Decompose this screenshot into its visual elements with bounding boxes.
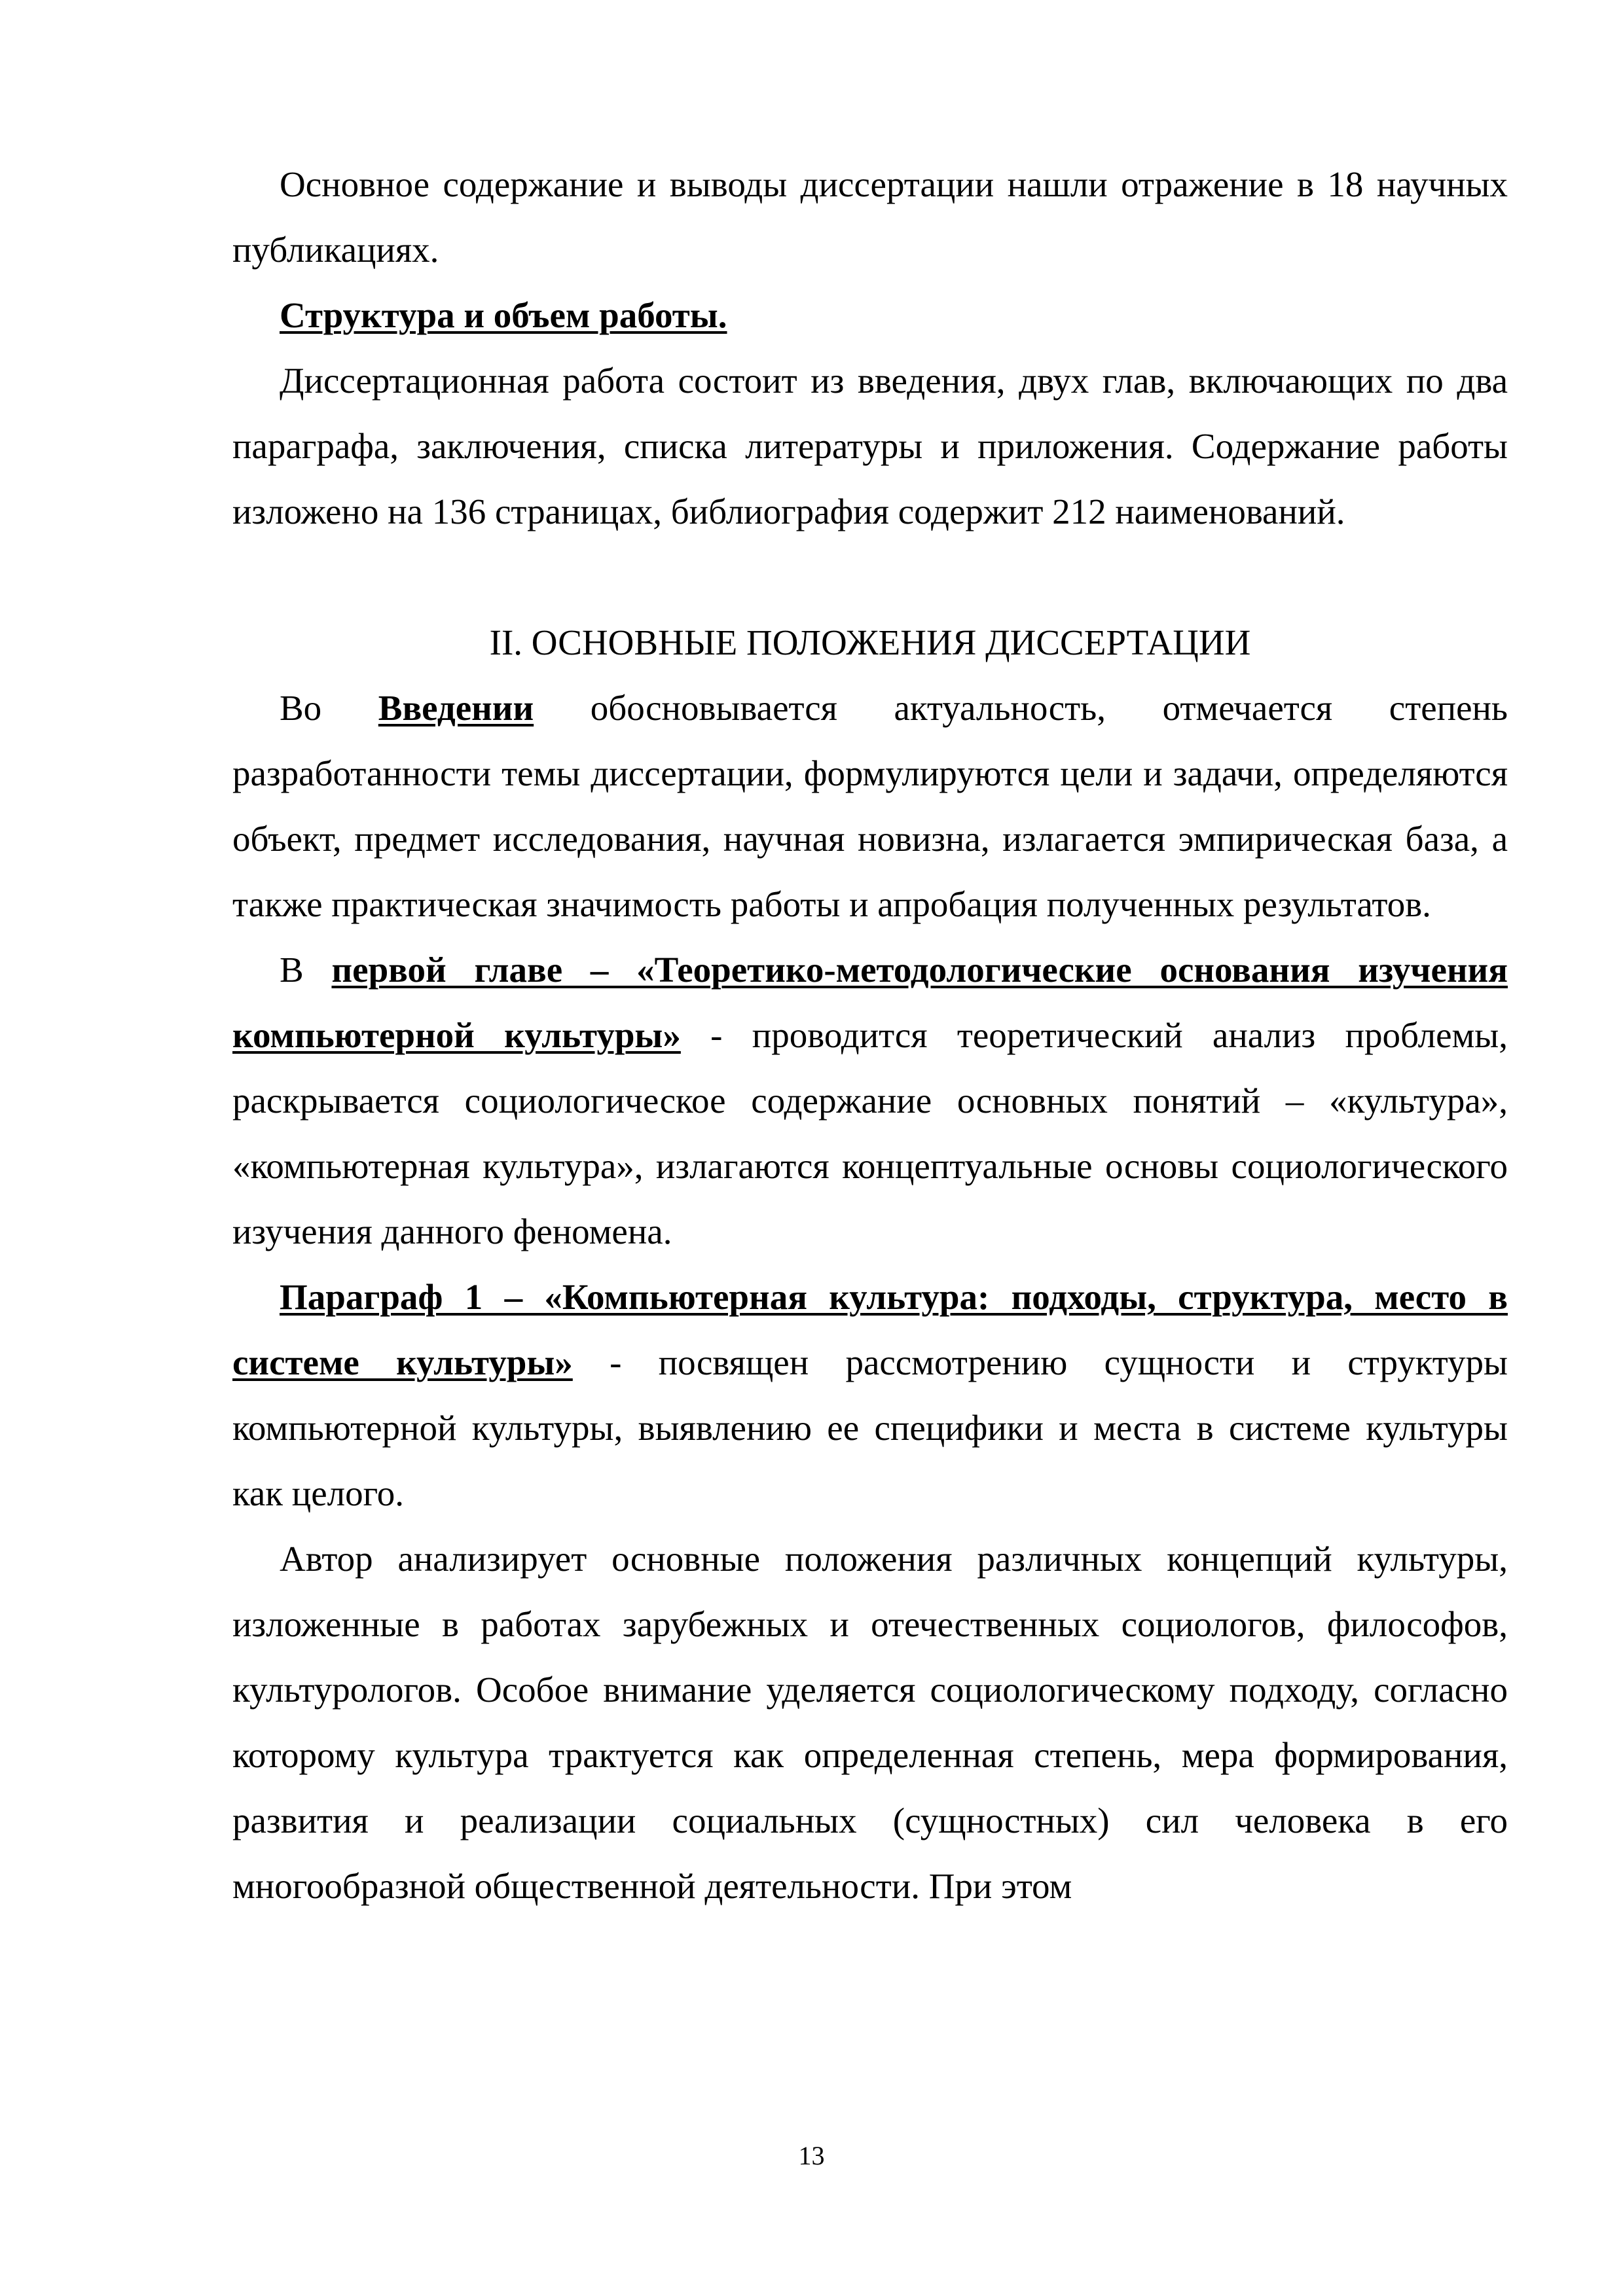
intro-rest: обосновывается актуальность, отмечается степень разработанности темы диссертации, формулируются цели и задачи, определяются объект, предмет исследования, научная новизна, излагается эмпирическая база, а также практическая значимость работы и апробация полученных результатов. (232, 688, 1508, 924)
intro-prefix: Во (280, 688, 378, 728)
chapter-one-title: первой главе – «Теоретико-методологические основания изучения компьютерной культуры» (232, 950, 1508, 1055)
structure-heading (232, 283, 1508, 348)
paragraph-chapter-one (232, 937, 1508, 1265)
section-one-title: Параграф 1 – «Компьютерная культура: подходы, структура, место в системе культуры» (232, 1277, 1508, 1382)
paragraph-publications: Основное содержание и выводы диссертации нашли отражение в 18 научных публикациях. (232, 164, 1508, 270)
paragraph-author-analysis: Автор анализирует основные положения различных концепций культуры, изложенные в работах зарубежных и отечественных социологов, философов, культурологов. Особое внимание уделяется социологическому подходу, согласно которому культура трактуется как определенная степень, мера формирования, развития и реализации социальных (сущностных) сил человека в его многообразной общественной деятельности. При этом (232, 1539, 1508, 1906)
paragraph-structure: Диссертационная работа состоит из введения, двух глав, включающих по два параграфа, заключения, списка литературы и приложения. Содержание работы изложено на 136 страницах, библиография содержит 212 наименований. (232, 361, 1508, 531)
body-text (232, 152, 1508, 1919)
section-one-rest: - посвящен рассмотрению сущности и структуры компьютерной культуры, выявлению ее специфики и места в системе культуры как целого. (232, 1342, 1508, 1513)
page-number: 13 (798, 2141, 825, 2170)
paragraph-introduction (232, 675, 1508, 937)
intro-keyword: Введении (378, 688, 534, 728)
section-heading: II. ОСНОВНЫЕ ПОЛОЖЕНИЯ ДИССЕРТАЦИИ (489, 622, 1251, 662)
chapter-one-rest: - проводится теоретический анализ проблемы, раскрывается социологическое содержание основных понятий – «культура», «компьютерная культура», излагаются концептуальные основы социологического изучения данного феномена. (232, 1015, 1508, 1251)
structure-heading-text: Структура и объем работы. (280, 295, 727, 335)
chapter-one-prefix: В (280, 950, 332, 990)
spacer (232, 545, 1508, 610)
paragraph-section-one (232, 1265, 1508, 1526)
